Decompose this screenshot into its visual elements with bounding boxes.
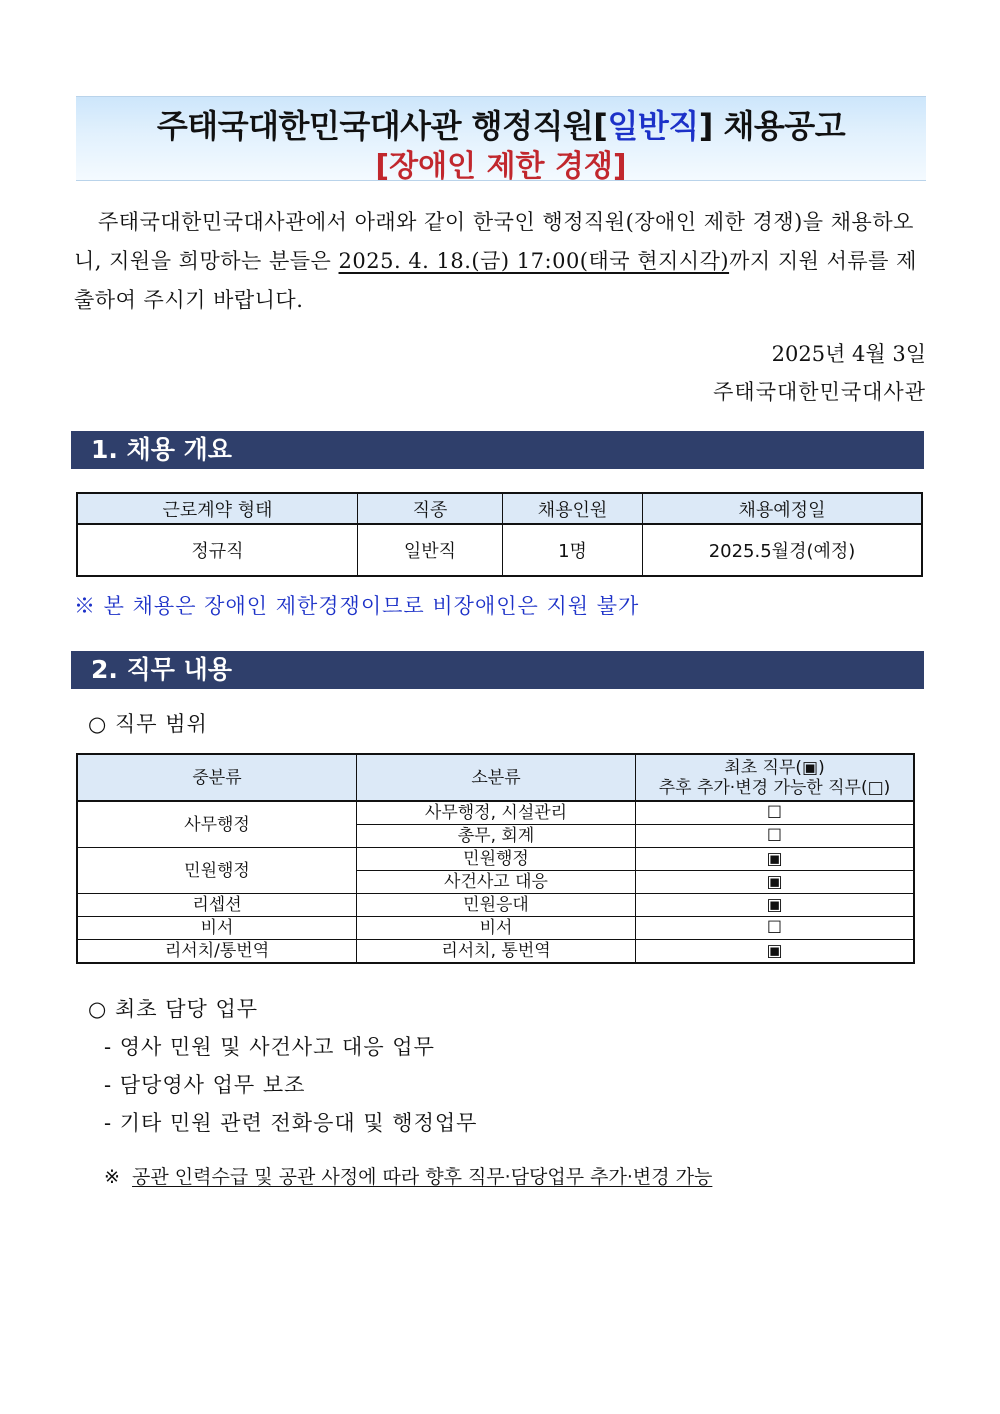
organization-name: 주태국대한민국대사관: [713, 380, 926, 404]
sub-category: 민원응대: [357, 894, 636, 917]
table-row: [77, 848, 914, 871]
task-item: - 영사 민원 및 사건사고 대응 업무: [104, 1035, 435, 1059]
sub-category: 민원행정: [357, 848, 636, 871]
sub-category: 비서: [357, 917, 636, 940]
header-duty: 최초 직무(▣) 추후 추가·변경 가능한 직무(□): [636, 754, 915, 801]
sub-category: 사무행정, 시설관리: [357, 801, 636, 825]
deadline: 2025. 4. 18.(금) 17:00(태국 현지시각): [338, 249, 730, 273]
section-1-header: 1. 채용 개요: [71, 431, 924, 469]
headcount: 1명: [503, 524, 643, 576]
job-scope-label: ○ 직무 범위: [88, 712, 208, 736]
header-job-type: 직종: [358, 493, 503, 524]
title-banner: [76, 96, 926, 184]
duty-change-note: ※ 공관 인력수급 및 공관 사정에 따라 향후 직무·담당업무 추가·변경 가능: [104, 1166, 713, 1188]
start-date: 2025.5월경(예정): [643, 524, 923, 576]
table-row: [77, 894, 914, 917]
recruitment-overview-table: [76, 492, 923, 577]
header-sub-category: 소분류: [357, 754, 636, 801]
header-middle-category: 중분류: [77, 754, 357, 801]
sub-category: 총무, 회계: [357, 825, 636, 848]
duty-mark: ▣: [636, 940, 915, 964]
sub-category: 리서치, 통번역: [357, 940, 636, 964]
duty-mark: ☐: [636, 801, 915, 825]
middle-category: 리셉션: [77, 894, 357, 917]
middle-category: 리서치/통번역: [77, 940, 357, 964]
header-start-date: 채용예정일: [643, 493, 923, 524]
duty-mark: ▣: [636, 848, 915, 871]
middle-category: 비서: [77, 917, 357, 940]
title-highlight: 일반직: [607, 107, 699, 145]
sub-category: 사건사고 대응: [357, 871, 636, 894]
header-contract-type: 근로계약 형태: [77, 493, 358, 524]
duty-mark: ▣: [636, 871, 915, 894]
task-item: - 기타 민원 관련 전화응대 및 행정업무: [104, 1111, 478, 1135]
announcement-date: 2025년 4월 3일: [771, 342, 926, 366]
eligibility-note: ※ 본 채용은 장애인 제한경쟁이므로 비장애인은 지원 불가: [74, 594, 640, 618]
duty-mark: ☐: [636, 917, 915, 940]
duty-mark: ▣: [636, 894, 915, 917]
job-type: 일반직: [358, 524, 503, 576]
table-row: [77, 940, 914, 964]
job-scope-table: [76, 753, 915, 964]
duty-mark: ☐: [636, 825, 915, 848]
initial-duties-label: ○ 최초 담당 업무: [88, 997, 259, 1021]
title-line-2: [장애인 제한 경쟁]: [375, 149, 627, 184]
table-row: [77, 917, 914, 940]
middle-category: 민원행정: [77, 848, 357, 894]
table-row: [77, 801, 914, 825]
middle-category: 사무행정: [77, 801, 357, 848]
intro-paragraph: 주태국대한민국대사관에서 아래와 같이 한국인 행정직원(장애인 제한 경쟁)을 채용하오니, 지원을 희망하는 분들은 2025. 4. 18.(금) 17:00(태국 현지시각)까지 지원 서류를 제출하여 주시기 바랍니다.: [74, 210, 917, 312]
title-line-1: 주태국대한민국대사관 행정직원[일반직] 채용공고: [156, 107, 846, 145]
header-headcount: 채용인원: [503, 493, 643, 524]
contract-type: 정규직: [77, 524, 358, 576]
section-2-header: 2. 직무 내용: [71, 651, 924, 689]
task-item: - 담당영사 업무 보조: [104, 1073, 306, 1097]
